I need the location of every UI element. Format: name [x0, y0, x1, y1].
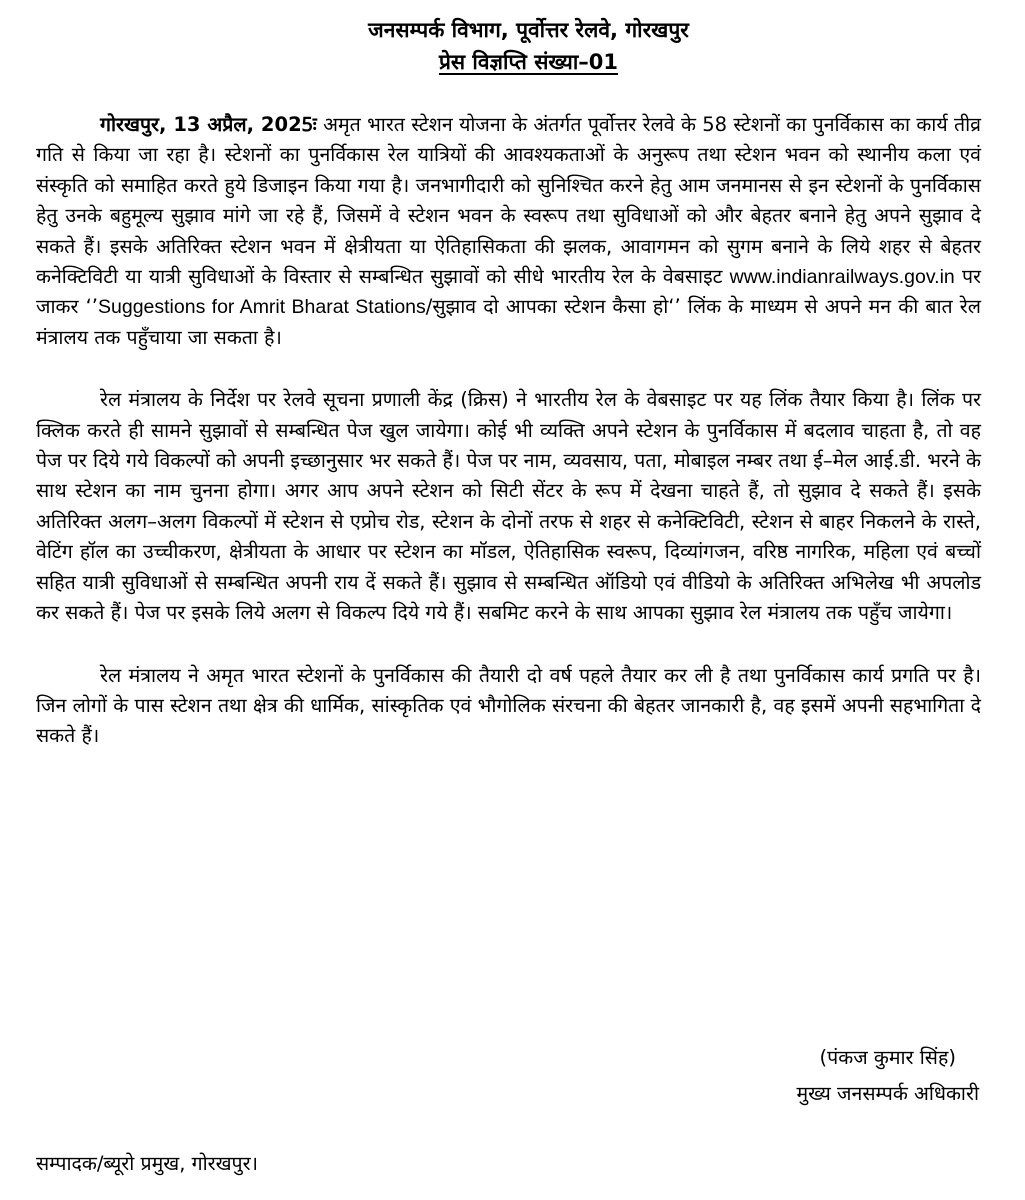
- paragraph-1-text-b: पर जाकर ‘’: [36, 265, 981, 319]
- document-header: [36, 14, 981, 78]
- paragraph-1-text-c: /सुझाव दो आपका स्टेशन कैसा हो‘’ लिंक के माध्यम से अपने मन की बात रेल मंत्रालय तक पहुँचाया जा सकता है।: [36, 295, 981, 349]
- paragraph-2: रेल मंत्रालय के निर्देश पर रेलवे सूचना प्रणाली केंद्र (क्रिस) ने भारतीय रेल के वेबसाइट पर यह लिंक तैयार किया है। लिंक पर क्लिक करते ही सामने सुझावों से सम्बन्धित पेज खुल जायेगा। कोई भी व्यक्ति अपने स्टेशन के पुनर्विकास में बदलाव चाहता है, तो वह पेज पर दिये गये विकल्पों को अपनी इच्छानुसार भर सकते हैं। पेज पर नाम, व्यवसाय, पता, मोबाइल नम्बर तथा ई–मेल आई.डी. भरने के साथ स्टेशन का नाम चुनना होगा। अगर आप अपने स्टेशन को सिटी सेंटर के रूप में देखना चाहते हैं, तो सुझाव दे सकते हैं। इसके अतिरिक्त अलग–अलग विकल्पों में स्टेशन से एप्रोच रोड, स्टेशन के दोनों तरफ से शहर से कनेक्टिविटी, स्टेशन से बाहर निकलने के रास्ते, वेटिंग हॉल का उच्चीकरण, क्षेत्रीयता के आधार पर स्टेशन का मॉडल, ऐतिहासिक स्वरूप, दिव्यांगजन, वरिष्ठ नागरिक, महिला एवं बच्चों सहित यात्री सुविधाओं से सम्बन्धित अपनी राय दें सकते हैं। सुझाव से सम्बन्धित ऑडियो एवं वीडियो के अतिरिक्त अभिलेख भी अपलोड कर सकते हैं। पेज पर इसके लिये अलग से विकल्प दिये गये हैं। सबमिट करने के साथ आपका सुझाव रेल मंत्रालय तक पहुँच जायेगा।: [36, 388, 981, 625]
- paragraph-1-text-a: अमृत भारत स्टेशन योजना के अंतर्गत पूर्वोत्तर रेलवे के 58 स्टेशनों का पुनर्विकास का कार्य तीव्र गति से किया जा रहा है। स्टेशनों का पुनर्विकास रेल यात्रियों की आवश्यकताओं के अनुरूप तथा स्टेशन भवन को स्थानीय कला एवं संस्कृति को समाहित करते हुये डिजाइन किया गया है। जनभागीदारी को सुनिश्चित करने हेतु आम जनमानस से इन स्टेशनों के पुनर्विकास हेतु उनके बहुमूल्य सुझाव मांगे जा रहे हैं, जिसमें वे स्टेशन भवन के स्वरूप तथा सुविधाओं को और बेहतर बनाने हेतु अपने सुझाव दे सकते हैं। इसके अतिरिक्त स्टेशन भवन में क्षेत्रीयता या ऐतिहासिकता की झलक, आवागमन को सुगम बनाने के लिये शहर से बेहतर कनेक्टिविटी या यात्री सुविधाओं के विस्तार से सम्बन्धित सुझावों को सीधे भारतीय रेल के वेबसाइट: [36, 113, 981, 289]
- link-title-english: Suggestions for Amrit Bharat Stations: [98, 296, 426, 319]
- signatory-name: (पंकज कुमार सिंह): [819, 1046, 956, 1069]
- press-release-number: प्रेस विज्ञप्ति संख्या–01: [438, 50, 619, 74]
- signatory-designation: मुख्य जनसम्पर्क अधिकारी: [796, 1082, 979, 1105]
- department-title: जनसम्पर्क विभाग, पूर्वोत्तर रेलवे, गोरखपुर: [368, 18, 689, 42]
- signature-block: [796, 1040, 979, 1112]
- paragraph-3: रेल मंत्रालय ने अमृत भारत स्टेशनों के पुनर्विकास की तैयारी दो वर्ष पहले तैयार कर ली है तथा पुनर्विकास कार्य प्रगति पर है। जिन लोगों के पास स्टेशन तथा क्षेत्र की धार्मिक, सांस्कृतिक एवं भौगोलिक संरचना की बेहतर जानकारी है, वह इसमें अपनी सहभागिता दे सकते हैं।: [36, 663, 981, 748]
- paragraph-1: [36, 110, 981, 353]
- recipient-line: सम्पादक/ब्यूरो प्रमुख, गोरखपुर।: [36, 1152, 258, 1175]
- dateline: गोरखपुर, 13 अप्रैल, 2025ः: [100, 113, 317, 136]
- website-url: www.indianrailways.gov.in: [729, 266, 955, 289]
